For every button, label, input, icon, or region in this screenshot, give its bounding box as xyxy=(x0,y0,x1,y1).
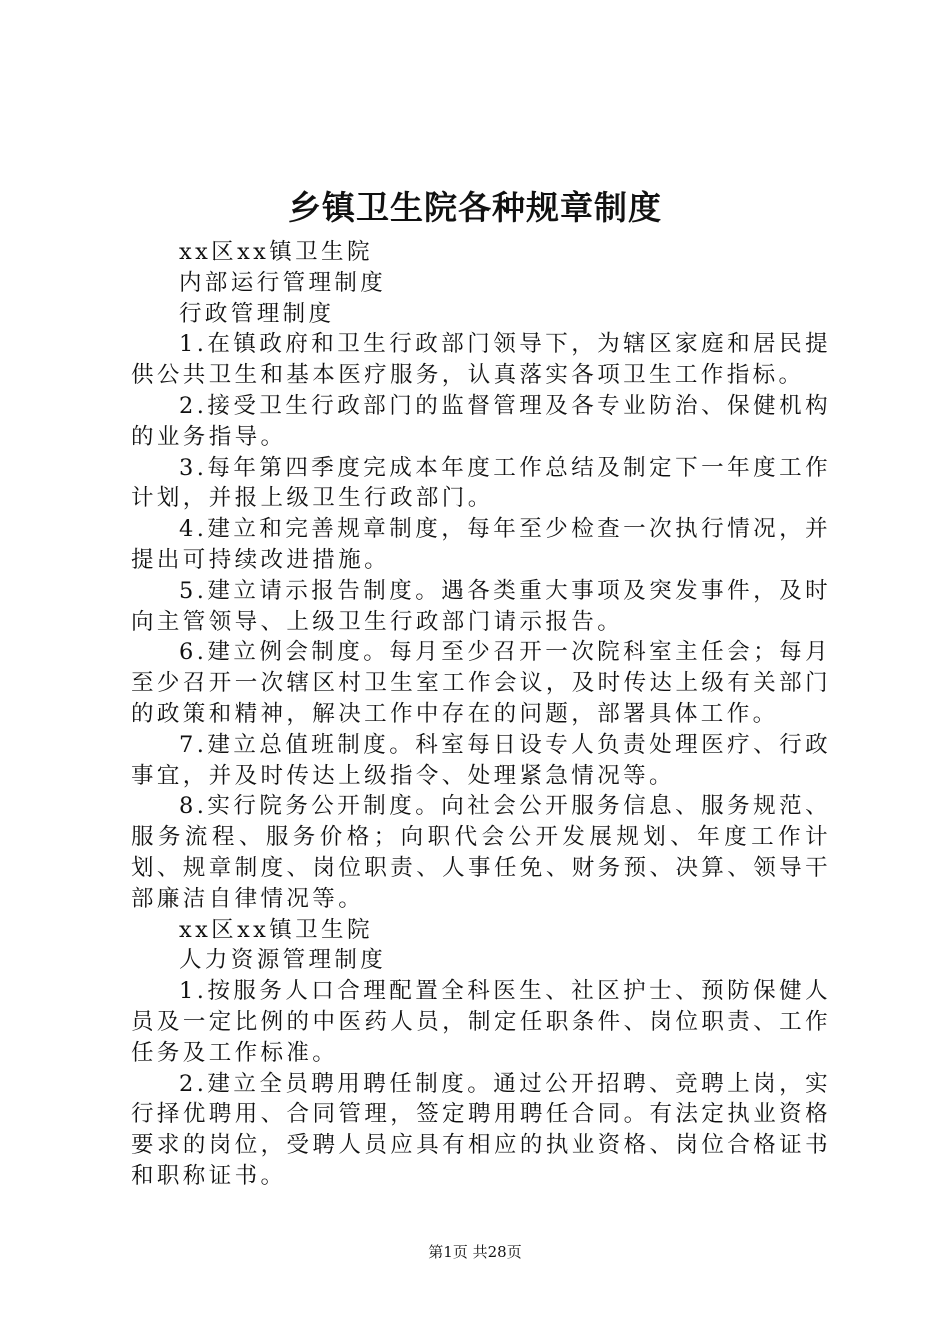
document-body xyxy=(131,237,831,1192)
page-number-footer: 第1页 共28页 xyxy=(428,1243,522,1261)
paragraph: 8.实行院务公开制度。向社会公开服务信息、服务规范、服务流程、服务价格；向职代会公开发展规划、年度工作计划、规章制度、岗位职责、人事任免、财务预、决算、领导干部廉洁自律情况等。 xyxy=(131,793,831,912)
paragraph: 6.建立例会制度。每月至少召开一次院科室主任会；每月至少召开一次辖区村卫生室工作会议，及时传达上级有关部门的政策和精神，解决工作中存在的问题，部署具体工作。 xyxy=(131,639,831,727)
paragraph: 2.建立全员聘用聘任制度。通过公开招聘、竞聘上岗，实行择优聘用、合同管理，签定聘用聘任合同。有法定执业资格要求的岗位，受聘人员应具有相应的执业资格、岗位合格证书和职称证书。 xyxy=(131,1070,831,1189)
paragraph: 人力资源管理制度 xyxy=(179,947,387,974)
paragraph: 3.每年第四季度完成本年度工作总结及制定下一年度工作计划，并报上级卫生行政部门。 xyxy=(131,454,831,512)
paragraph: 4.建立和完善规章制度，每年至少检查一次执行情况，并提出可持续改进措施。 xyxy=(131,516,831,573)
paragraph: xx区xx镇卫生院 xyxy=(179,916,373,943)
paragraph: 1.按服务人口合理配置全科医生、社区护士、预防保健人员及一定比例的中医药人员，制定任职条件、岗位职责、工作任务及工作标准。 xyxy=(131,978,831,1066)
paragraph: 内部运行管理制度 xyxy=(179,269,387,296)
paragraph: 2.接受卫生行政部门的监督管理及各专业防治、保健机构的业务指导。 xyxy=(131,392,831,450)
paragraph: xx区xx镇卫生院 xyxy=(179,239,373,265)
paragraph: 1.在镇政府和卫生行政部门领导下，为辖区家庭和居民提供公共卫生和基本医疗服务，认真落实各项卫生工作指标。 xyxy=(131,331,831,389)
paragraph: 7.建立总值班制度。科室每日设专人负责处理医疗、行政事宜，并及时传达上级指令、处理紧急情况等。 xyxy=(131,731,831,789)
paragraph: 行政管理制度 xyxy=(179,300,335,327)
document-title: 乡镇卫生院各种规章制度 xyxy=(288,188,662,227)
paragraph: 5.建立请示报告制度。遇各类重大事项及突发事件，及时向主管领导、上级卫生行政部门请示报告。 xyxy=(131,577,831,635)
